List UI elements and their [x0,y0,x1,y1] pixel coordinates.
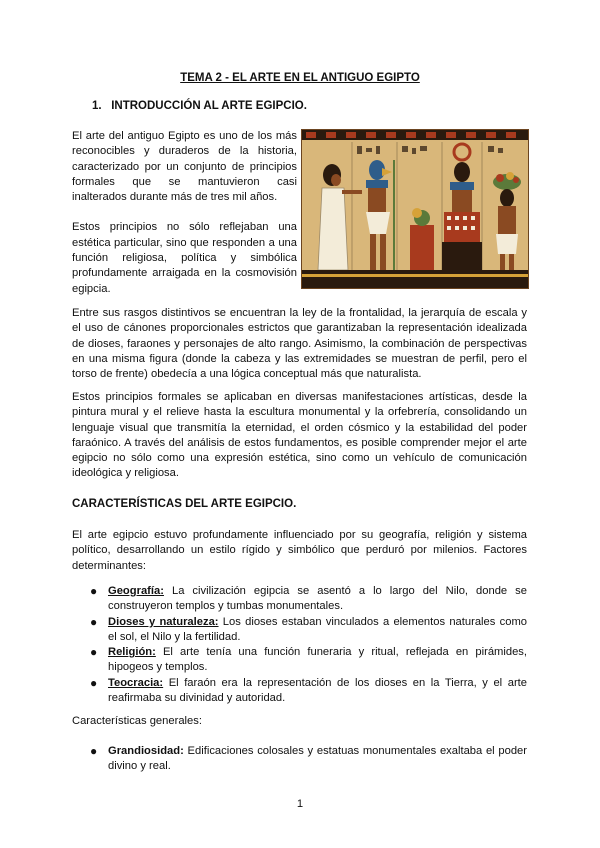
intro-text-block [72,129,297,312]
factor-term: Dioses y naturaleza: [108,615,219,628]
body-paragraph: Características generales: [72,715,202,727]
bullet-icon: ● [90,614,98,629]
factor-text: El faraón era la representación de los dioses en la Tierra, y el arte reafirmaba su divinidad y autoridad. [108,676,527,705]
bullet-icon: ● [90,645,98,660]
egyptian-mural-image [301,129,529,289]
paragraph-rasgos [72,306,527,382]
bullet-icon: ● [90,584,98,598]
list-item [90,676,527,707]
factor-term: Geografía: [108,585,164,597]
mural-illustration [302,130,528,288]
factor-text: Los dioses estaban vinculados a elementos naturales como el sol, el Nilo y la fertilidad. [108,615,527,643]
body-paragraph: Estos principios formales se aplicaban en diversas manifestaciones artísticas, desde la pintura mural y el relieve hasta la escultura monumental y la orfebrería, consolidando un lenguaje visual que transmitía la eternidad, el orden cósmico y la estabilidad del poder faraónico. A través del análisis de estos fundamentos, es posible comprender mejor el arte egipcio no sólo como una expresión estética, sino como un vehículo de comunicación ideológica y religiosa. [72,391,527,480]
intro-paragraph: El arte del antiguo Egipto es uno de los más reconocibles y duraderos de la historia, caracterizado por un conjunto de principios formales que se mantuvieron casi inalterados durante más de tres mil años. [72,130,297,204]
body-paragraph: Entre sus rasgos distintivos se encuentran la ley de la frontalidad, la jerarquía de escala y el uso de cánones proporcionales estrictos que garantizaban la representación idealizada de dioses, faraones y personajes de alto rango. Asimismo, la combinación de perspectivas en una misma figura (donde la cabeza y las extremidades se muestran de perfil, pero el torso de frente) obedecía a una lógica conceptual más que naturalista. [72,307,527,381]
section-heading-caracteristicas: CARACTERÍSTICAS DEL ARTE EGIPCIO. [72,498,297,510]
factor-term: Teocracia: [108,676,164,689]
factor-text: El arte tenía una función funeraria y ritual, reflejada en pirámides, hipogeos y templos. [108,646,527,674]
general-label [72,714,527,729]
list-item [90,744,527,775]
intro-paragraph: Estos principios no sólo reflejaban una estética particular, sino que responden a una función religiosa, política y simbólica profundamente arraigada en la cosmovisión egipcia. [72,221,297,295]
factor-term: Grandiosidad: [108,745,184,757]
list-item [90,584,527,615]
section-heading-introduccion [92,99,307,114]
factor-text: Edificaciones colosales y estatuas monumentales exaltaba el poder divino y real. [108,745,527,773]
general-list [90,744,527,775]
bullet-icon: ● [90,744,98,758]
bullet-icon: ● [90,675,98,690]
body-paragraph: El arte egipcio estuvo profundamente influenciado por su geografía, religión y sistema político, desarrollando un estilo rígido y simbólico que perduró por milenios. Factores determinantes: [72,529,527,572]
factors-list [90,584,527,706]
list-item [90,615,527,646]
list-item [90,645,527,676]
document-title: TEMA 2 - EL ARTE EN EL ANTIGUO EGIPTO [180,72,420,84]
page-number: 1 [296,798,304,810]
section-heading-text: INTRODUCCIÓN AL ARTE EGIPCIO. [111,100,307,112]
paragraph-caracteristicas-intro [72,528,527,574]
paragraph-principios [72,390,527,482]
factor-text: La civilización egipcia se asentó a lo largo del Nilo, donde se construyeron templos y tumbas monumentales. [108,585,527,613]
factor-term: Religión: [108,646,156,659]
section-number: 1. [92,100,102,112]
